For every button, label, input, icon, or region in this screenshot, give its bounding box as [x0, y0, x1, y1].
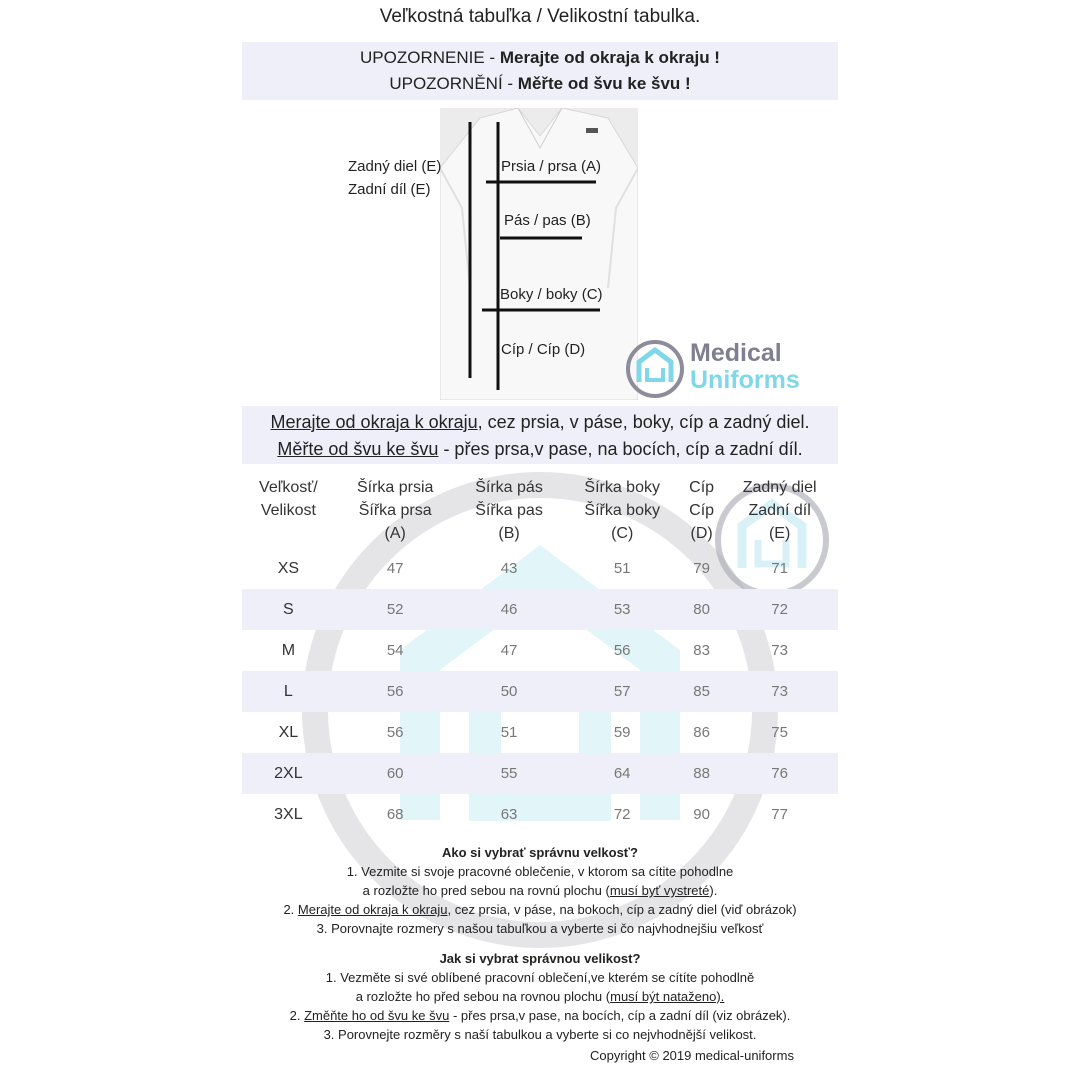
measure-notice	[242, 42, 838, 100]
column-header	[242, 472, 335, 548]
measure-cell: 55	[456, 753, 563, 794]
howto-sk-step3: 3. Porovnajte rozmery s našou tabuľkou a vyberte si čo najvhodnejšiu veľkosť	[316, 921, 764, 936]
table-row	[242, 712, 838, 753]
measure-cell: 90	[693, 806, 710, 823]
column-header-line: Šířka boky	[584, 502, 660, 519]
measure-cell: 51	[500, 724, 518, 741]
howto-sk	[242, 843, 838, 938]
measure-cell: 86	[693, 724, 710, 741]
size-cell: 2XL	[242, 753, 335, 794]
howto-cz-step2	[242, 1006, 838, 1025]
measure-cell: 63	[500, 806, 518, 823]
measure-cell: 57	[562, 671, 681, 712]
measure-instructions	[242, 406, 838, 464]
howto-sk-step1b	[242, 881, 838, 900]
column-header	[562, 472, 681, 548]
howto-sk-l3-post: , cez prsia, v páse, na bokoch, cíp a zadný diel (viď obrázok)	[447, 902, 797, 917]
column-header-line: Šířka prsa	[358, 502, 432, 519]
notice-cz	[242, 71, 838, 97]
page-title: Veľkostná tabuľka / Velikostní tabulka.	[379, 6, 701, 27]
column-header	[682, 472, 721, 548]
howto-sk-step2	[242, 900, 838, 919]
instructions-sk-underlined: Merajte od okraja k okraju	[270, 412, 478, 432]
column-header-line: Velikost	[260, 502, 316, 519]
column-header-line: (A)	[384, 525, 406, 542]
measure-cell: 72	[613, 806, 631, 823]
measure-cell: 51	[613, 560, 631, 577]
column-header-line: Šírka prsia	[356, 479, 434, 496]
size-cell: 3XL	[274, 805, 303, 823]
column-header-line: Šířka pas	[475, 502, 543, 519]
measure-cell: 50	[456, 671, 563, 712]
notice-sk-prefix: UPOZORNENIE -	[360, 48, 500, 67]
howto-sk-heading: Ako si vybrať správnu velkosť?	[442, 845, 638, 860]
hips-label: Boky / boky (C)	[500, 286, 603, 303]
measure-cell: 73	[721, 671, 838, 712]
notice-sk	[242, 45, 838, 71]
measure-cell: 88	[682, 753, 721, 794]
measure-cell: 54	[386, 642, 404, 659]
measure-cell: 76	[721, 753, 838, 794]
measure-cell: 77	[771, 806, 788, 823]
measure-cell: 72	[721, 589, 838, 630]
table-row	[242, 671, 838, 712]
measure-cell: 75	[771, 724, 788, 741]
measure-cell: 53	[562, 589, 681, 630]
size-table	[242, 472, 838, 835]
column-header-line: Cíp	[689, 502, 715, 519]
column-header-line: Veľkosť/	[259, 479, 318, 496]
measure-cell: 83	[693, 642, 710, 659]
table-row	[242, 589, 838, 630]
logo-text-uniforms: Uniforms	[690, 366, 800, 394]
size-cell: XS	[277, 559, 300, 577]
notice-sk-bold: Merajte od okraja k okraju !	[499, 48, 720, 67]
column-header	[335, 472, 456, 548]
howto-cz-step1b	[242, 987, 838, 1006]
tail-label: Cíp / Cíp (D)	[501, 341, 586, 358]
howto-cz-step1: 1. Vezměte si své oblíbené pracovní oblečení,ve kterém se cítíte pohodlně	[325, 970, 755, 985]
measure-cell: 47	[386, 560, 404, 577]
howto-sk-l3-u: Merajte od okraja k okraju	[297, 902, 448, 917]
howto-cz	[242, 949, 838, 1044]
waist-label: Pás / pas (B)	[504, 212, 591, 229]
howto-sk-l2-post: ).	[709, 883, 718, 898]
table-row	[242, 753, 838, 794]
measure-cell: 47	[500, 642, 518, 659]
table-row	[242, 630, 838, 671]
table-row	[242, 548, 838, 589]
notice-cz-prefix: UPOZORNĚNÍ -	[389, 74, 518, 93]
measure-cell: 60	[335, 753, 456, 794]
instructions-sk-rest: , cez prsia, v páse, boky, cíp a zadný diel.	[477, 412, 810, 432]
column-header-line: Cíp	[689, 479, 715, 496]
column-header-line: Zadný diel	[742, 479, 817, 496]
column-header-line: (C)	[611, 525, 634, 542]
measure-cell: 52	[335, 589, 456, 630]
measure-cell: 43	[500, 560, 518, 577]
measure-cell: 64	[562, 753, 681, 794]
instructions-cz-rest: - přes prsa,v pase, na bocích, cíp a zadní díl.	[438, 439, 803, 459]
measure-cell: 80	[682, 589, 721, 630]
size-table-header	[242, 472, 838, 548]
size-cell: XL	[278, 723, 299, 741]
howto-sk-l2-u: musí byť vystreté	[609, 883, 710, 898]
table-row	[242, 794, 838, 835]
column-header-line	[242, 522, 335, 545]
howto-cz-l2-pre: a rozložte ho před sebou na rovnou plochu (	[355, 989, 611, 1004]
measure-cell: 85	[682, 671, 721, 712]
measure-cell: 56	[386, 724, 404, 741]
column-header-line: (D)	[690, 525, 713, 542]
size-cell: L	[242, 671, 335, 712]
column-header	[721, 472, 838, 548]
instructions-cz	[242, 436, 838, 463]
back-label-sk: Zadný diel (E)	[348, 158, 442, 175]
logo-text-medical: Medical	[690, 339, 782, 367]
notice-cz-bold: Měřte od švu ke švu !	[517, 74, 691, 93]
column-header-line: Šírka pás	[475, 479, 543, 496]
back-label-cz: Zadní díl (E)	[348, 181, 431, 198]
measure-cell: 59	[613, 724, 631, 741]
column-header-line: (E)	[768, 525, 791, 542]
instructions-cz-underlined: Měřte od švu ke švu	[277, 439, 439, 459]
measure-cell: 56	[613, 642, 631, 659]
measure-cell: 71	[771, 560, 788, 577]
column-header-line: (B)	[498, 525, 520, 542]
measure-cell: 79	[693, 560, 710, 577]
howto-cz-step3: 3. Porovnejte rozměry s naší tabulkou a vyberte si co nejvhodnější velikost.	[323, 1027, 757, 1042]
copyright: Copyright © 2019 medical-uniforms	[590, 1048, 794, 1063]
howto-cz-l3-u: Změňte ho od švu ke švu	[304, 1008, 450, 1023]
measure-cell: 73	[771, 642, 788, 659]
howto-cz-l3-post: - přes prsa,v pase, na bocích, cíp a zadní díl (viz obrázek).	[449, 1008, 791, 1023]
measure-cell: 56	[335, 671, 456, 712]
column-header	[456, 472, 563, 548]
column-header-line: Zadní díl	[748, 502, 811, 519]
howto-sk-step1: 1. Vezmite si svoje pracovné oblečenie, v ktorom sa cítite pohodlne	[346, 864, 734, 879]
size-cell: S	[242, 589, 335, 630]
howto-cz-l3-pre: 2.	[289, 1008, 305, 1023]
measure-cell: 46	[456, 589, 563, 630]
howto-sk-l3-pre: 2.	[283, 902, 298, 917]
column-header-line: Šírka boky	[584, 479, 660, 496]
howto-sk-l2-pre: a rozložte ho pred sebou na rovnú plochu (	[362, 883, 610, 898]
measure-cell: 68	[386, 806, 404, 823]
howto-cz-heading: Jak si vybrat správnou velikost?	[439, 951, 641, 966]
brand-logo	[624, 338, 844, 398]
logo-icon	[624, 338, 686, 400]
instructions-sk	[242, 409, 838, 436]
size-cell: M	[281, 641, 296, 659]
howto-cz-l2-u: musí být nataženo).	[610, 989, 725, 1004]
chest-label: Prsia / prsa (A)	[501, 158, 602, 175]
